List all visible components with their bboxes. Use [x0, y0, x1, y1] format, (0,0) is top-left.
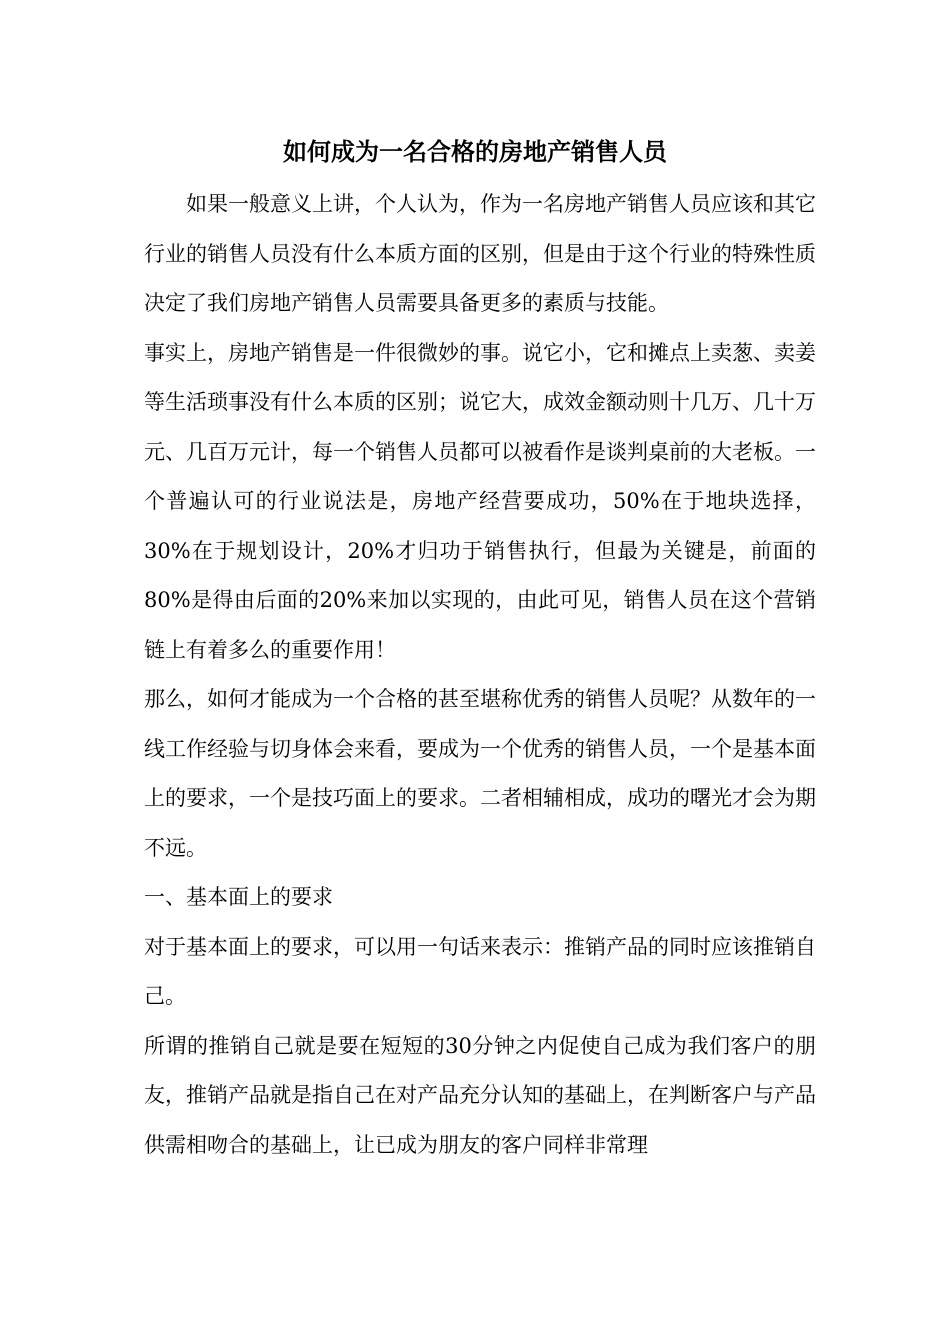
- document-body: [144, 180, 816, 1170]
- paragraph-basics-summary: 对于基本面上的要求，可以用一句话来表示：推销产品的同时应该推销自己。: [144, 934, 816, 1008]
- document-title: 如何成为一名合格的房地产销售人员: [283, 137, 667, 166]
- paragraph-how-to-succeed: 那么，如何才能成为一个合格的甚至堪称优秀的销售人员呢？从数年的一线工作经验与切身体会来看，要成为一个优秀的销售人员，一个是基本面上的要求，一个是技巧面上的要求。二者相辅相成，成功的曙光才会为期不远。: [144, 687, 816, 860]
- paragraph-intro: 如果一般意义上讲，个人认为，作为一名房地产销售人员应该和其它行业的销售人员没有什么本质方面的区别，但是由于这个行业的特殊性质决定了我们房地产销售人员需要具备更多的素质与技能。: [144, 192, 816, 315]
- paragraph-sales-nature: 事实上，房地产销售是一件很微妙的事。说它小，它和摊点上卖葱、卖姜等生活琐事没有什么本质的区别；说它大，成效金额动则十几万、几十万元、几百万元计，每一个销售人员都可以被看作是谈判桌前的大老板。一个普遍认可的行业说法是，房地产经营要成功，50%在于地块选择，30%在于规划设计，20%才归功于销售执行，但最为关键是，前面的80%是得由后面的20%来加以实现的，由此可见，销售人员在这个营销链上有着多么的重要作用！: [144, 340, 816, 662]
- paragraph-self-promotion: 所谓的推销自己就是要在短短的30分钟之内促使自己成为我们客户的朋友，推销产品就是指自己在对产品充分认知的基础上，在判断客户与产品供需相吻合的基础上，让已成为朋友的客户同样非常理: [144, 1033, 816, 1157]
- section-heading-basics: 一、基本面上的要求: [144, 885, 333, 909]
